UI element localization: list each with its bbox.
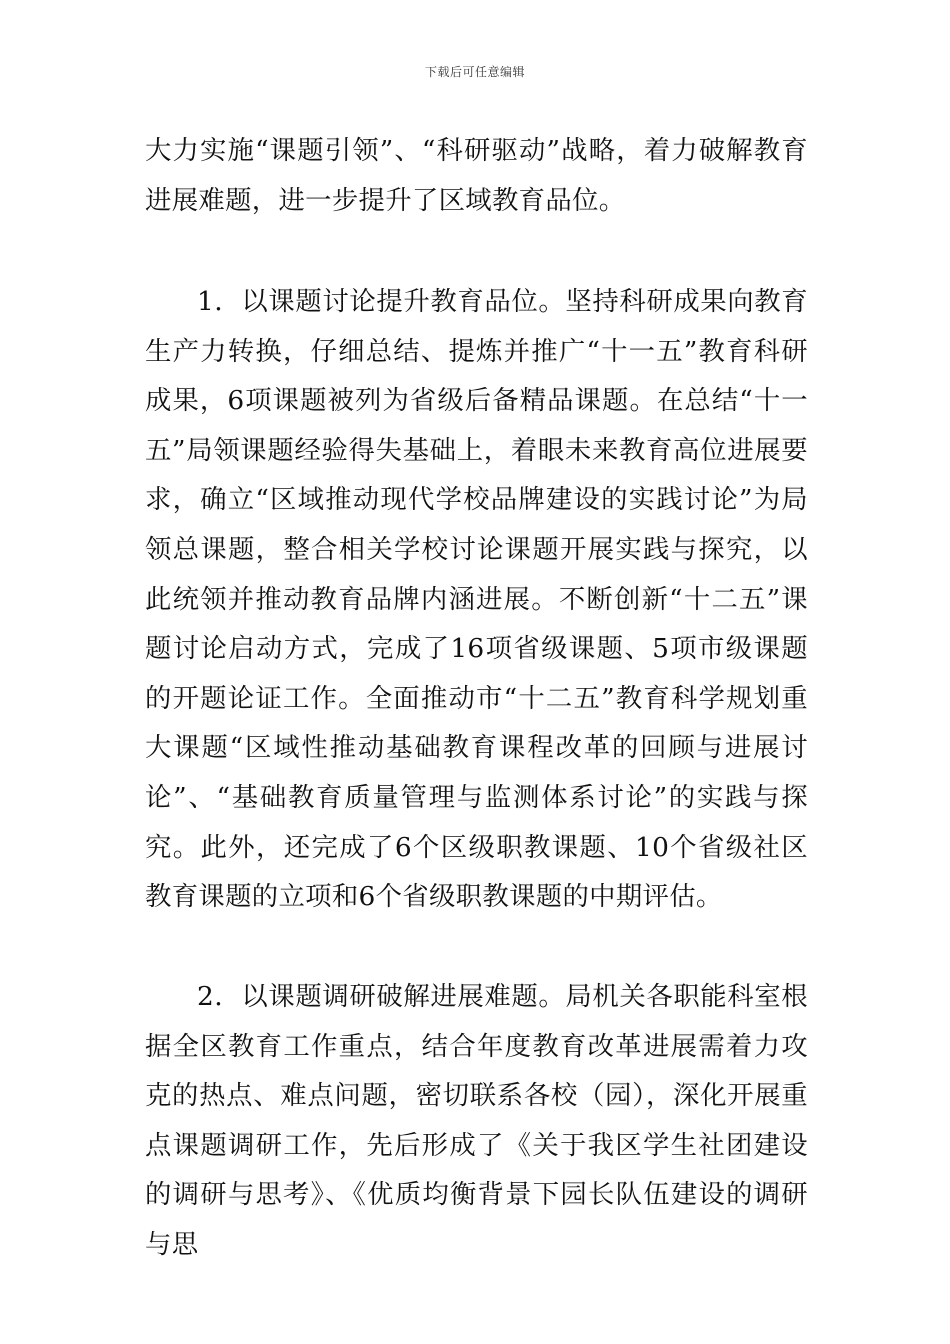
body-paragraph-1: 1．以课题讨论提升教育品位。坚持科研成果向教育生产力转换，仔细总结、提炼并推广“十一五”教育科研成果，6项课题被列为省级后备精品课题。在总结“十一五”局领课题经验得失基础上，着眼未来教育高位进展要求，确立“区域推动现代学校品牌建设的实践讨论”为局领总课题，整合相关学校讨论课题开展实践与探究，以此统领并推动教育品牌内涵进展。不断创新“十二五”课题讨论启动方式，完成了16项省级课题、5项市级课题的开题论证工作。全面推动市“十二五”教育科学规划重大课题“区域性推动基础教育课程改革的回顾与进展讨论”、“基础教育质量管理与监测体系讨论”的实践与探究。此外，还完成了6个区级职教课题、10个省级社区教育课题的立项和6个省级职教课题的中期评估。 <box>145 286 808 913</box>
body-paragraph-intro: 大力实施“课题引领”、“科研驱动”战略，着力破解教育进展难题，进一步提升了区域教育品位。 <box>145 135 808 216</box>
body-paragraph-2: 2．以课题调研破解进展难题。局机关各职能科室根据全区教育工作重点，结合年度教育改革进展需着力攻克的热点、难点问题，密切联系各校（园），深化开展重点课题调研工作，先后形成了《关于我区学生社团建设的调研与思考》、《优质均衡背景下园长队伍建设的调研与思 <box>145 981 808 1260</box>
page-header-note: 下载后可任意编辑 <box>424 65 525 79</box>
